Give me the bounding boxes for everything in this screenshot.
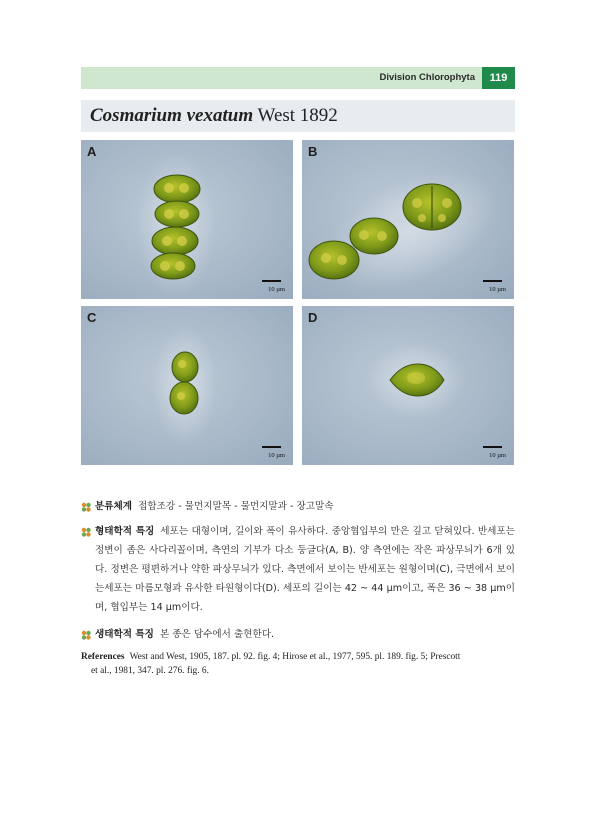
scale-label: 10 µm <box>489 452 506 459</box>
running-header <box>81 67 515 89</box>
panel-label: A <box>87 144 97 159</box>
section-body: 본 종은 담수에서 출현한다. <box>159 629 275 640</box>
section-body: 세포는 대형이며, 길이와 폭이 유사하다. 중앙협입부의 만은 깊고 닫혀있다. 반세포는 정변이 좁은 사다리꼴이며, 측연의 기부가 다소 둥글다(A, B). 양 측연에는 작은 파상무늬가 6개 있다. 정변은 평편하거나 약한 파상무늬가 있다. 측면에서 보이는 반세포는 원형이며(C), 극면에서 보이는세포는 마름모형과 유사한 타원형이다(D). 세포의 길이는 42 ~ 44 µm이고, 폭은 36 ~ 38 µm이며, 협입부는 14 µm이다. <box>95 526 515 613</box>
panel-label: D <box>308 310 318 325</box>
references <box>81 650 515 678</box>
scale-label: 10 µm <box>268 452 285 459</box>
section-morphology <box>81 522 515 617</box>
references-line-1: West and West, 1905, 187. pl. 92. fig. 4; Hirose et al., 1977, 595. pl. 189. fig. 5; Prescott <box>129 652 461 662</box>
species-name: Cosmarium vexatum <box>90 105 254 126</box>
species-authority: West 1892 <box>257 105 338 126</box>
references-heading: References <box>81 652 125 662</box>
section-heading: 분류체계 <box>95 501 133 512</box>
micrograph-c <box>81 306 293 465</box>
division-label: Division Chlorophyta <box>379 72 475 83</box>
scale-bar <box>483 446 502 448</box>
bullet-dots-icon <box>81 527 91 537</box>
micrograph-b <box>302 140 514 299</box>
section-heading: 형태학적 특징 <box>95 526 155 537</box>
bullet-dots-icon <box>81 502 91 512</box>
bullet-dots-icon <box>81 630 91 640</box>
page-number: 119 <box>482 67 515 89</box>
section-classification <box>81 497 515 516</box>
scale-bar <box>262 280 281 282</box>
photo-panel-b <box>302 140 514 299</box>
section-ecology <box>81 625 515 644</box>
species-title <box>90 105 338 127</box>
scale-bar <box>483 280 502 282</box>
micrograph-d <box>302 306 514 465</box>
panel-label: B <box>308 144 318 159</box>
section-heading: 생태학적 특징 <box>95 629 154 640</box>
photo-panel-c <box>81 306 293 465</box>
photo-panel-a <box>81 140 293 299</box>
panel-label: C <box>87 310 97 325</box>
section-body: 접합조강 - 물먼지말목 - 물먼지말과 - 장고말속 <box>138 501 334 512</box>
species-title-band <box>81 100 515 132</box>
scale-bar <box>262 446 281 448</box>
micrograph-a <box>81 140 293 299</box>
references-line-2: et al., 1981, 347. pl. 276. fig. 6. <box>91 666 209 676</box>
photo-panel-d <box>302 306 514 465</box>
scale-label: 10 µm <box>268 286 285 293</box>
scale-label: 10 µm <box>489 286 506 293</box>
